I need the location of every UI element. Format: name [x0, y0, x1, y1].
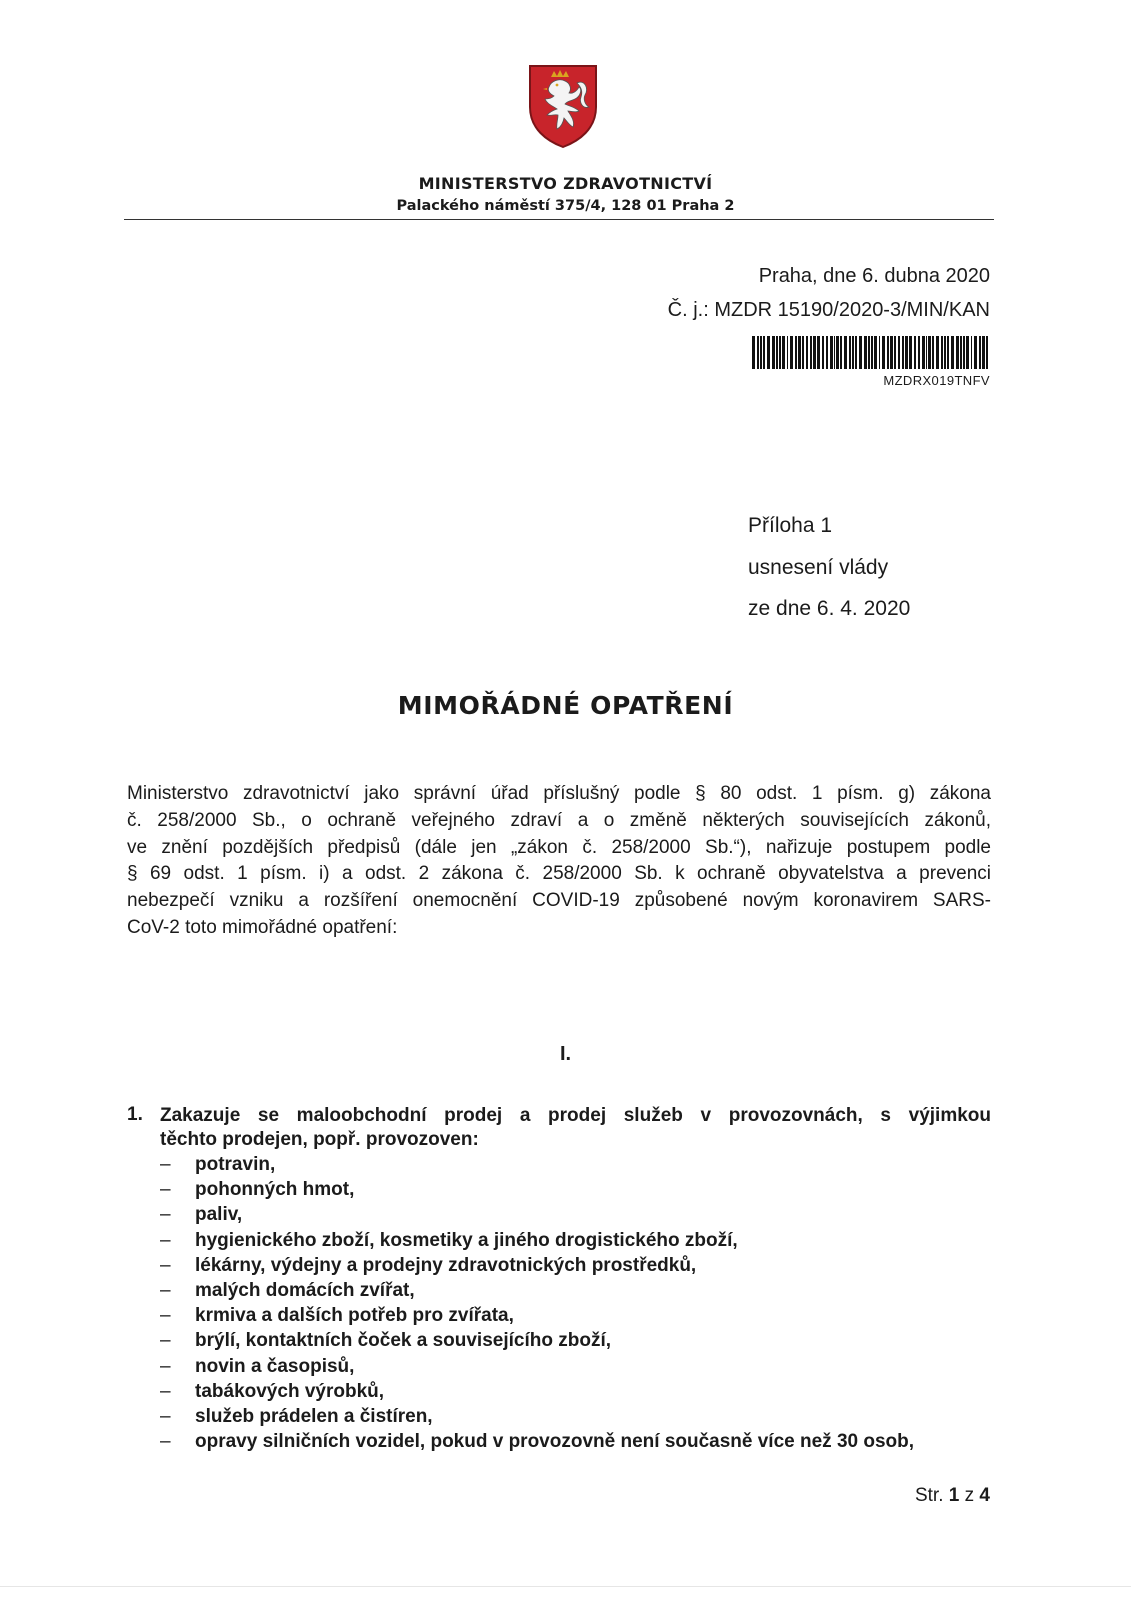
list-item: [160, 1278, 1000, 1303]
list-item-text: hygienického zboží, kosmetiky a jiného drogistického zboží,: [195, 1229, 738, 1251]
list-item: [160, 1202, 1000, 1227]
barcode-bar: [974, 336, 977, 369]
barcode-bar: [918, 336, 920, 369]
barcode-bar: [871, 336, 873, 369]
page-separator: z: [964, 1485, 975, 1506]
dash-bullet: –: [160, 1154, 171, 1175]
barcode-bar: [810, 336, 812, 369]
intro-line: ve znění pozdějších předpisů (dále jen „zákon č. 258/2000 Sb.“), nařizuje postupem podle: [127, 836, 991, 858]
intro-line: nebezpečí vzniku a rozšíření onemocnění COVID-19 způsobené novým koronavirem SARS-: [127, 890, 991, 912]
list-item: [160, 1429, 1000, 1454]
barcode-bar: [982, 336, 985, 369]
barcode-bar: [979, 336, 981, 369]
barcode-bar: [936, 336, 939, 369]
page-prefix: Str.: [914, 1485, 944, 1506]
barcode-bar: [909, 336, 912, 369]
dash-bullet: –: [160, 1254, 171, 1276]
annex-label: Příloha 1: [748, 514, 833, 537]
item-heading: [160, 1104, 991, 1152]
place-date: Praha, dne 6. dubna 2020: [758, 265, 990, 287]
list-item: [160, 1354, 1000, 1379]
document-title: MIMOŘÁDNÉ OPATŘENÍ: [397, 691, 734, 720]
intro-line: Ministerstvo zdravotnictví jako správní úřad příslušný podle § 80 odst. 1 písm. g) zákona: [127, 783, 991, 804]
dash-bullet: –: [160, 1380, 171, 1402]
barcode-bar: [902, 336, 904, 369]
ministry-name: MINISTERSTVO ZDRAVOTNICTVÍ: [418, 174, 713, 193]
barcode-code: MZDRX019TNFV: [883, 373, 990, 388]
current-page: 1: [948, 1485, 960, 1506]
barcode-bar: [763, 336, 765, 369]
barcode-bar: [798, 336, 801, 369]
barcode-bar: [874, 336, 877, 369]
barcode-bar: [951, 336, 954, 369]
list-item-text: novin a časopisů,: [195, 1355, 355, 1377]
intro-paragraph: [127, 781, 991, 942]
barcode-bar: [966, 336, 969, 369]
list-item-text: paliv,: [195, 1204, 243, 1226]
barcode-bar: [813, 336, 816, 369]
list-item-text: malých domácích zvířat,: [195, 1279, 415, 1301]
barcode-bar: [986, 336, 988, 369]
barcode-bar: [868, 336, 870, 369]
dash-bullet: –: [160, 1305, 171, 1327]
barcode-bar: [752, 336, 755, 369]
list-item-text: opravy silničních vozidel, pokud v provozovně není současně více než 30 osob,: [195, 1431, 915, 1453]
list-item: [160, 1379, 1000, 1404]
list-item-text: pohonných hmot,: [195, 1179, 355, 1201]
intro-line: CoV-2 toto mimořádné opatření:: [127, 916, 398, 938]
barcode-bar: [779, 336, 781, 369]
barcode-bar: [926, 336, 927, 369]
item-heading-line: těchto prodejen, popř. provozoven:: [160, 1129, 479, 1150]
barcode-bar: [787, 336, 788, 369]
dash-bullet: –: [160, 1330, 171, 1352]
barcode-bar: [928, 336, 931, 369]
barcode-bar: [760, 336, 762, 369]
page-number: [915, 1485, 990, 1507]
barcode-bar: [879, 336, 880, 369]
list-item-text: krmiva a dalších potřeb pro zvířata,: [195, 1305, 514, 1327]
barcode-bar: [852, 336, 854, 369]
dash-bullet: –: [160, 1229, 171, 1251]
barcode-bar: [944, 336, 946, 369]
barcode-bar: [905, 336, 908, 369]
barcode-bar: [844, 336, 847, 369]
barcode-bar: [898, 336, 900, 369]
list-item: [160, 1328, 1000, 1353]
czech-lion-crest-icon: [527, 63, 599, 149]
barcode-bar: [772, 336, 775, 369]
barcode-bar: [864, 336, 867, 369]
list-item: [160, 1228, 1000, 1253]
barcode-bar: [849, 336, 851, 369]
barcode-bar: [822, 336, 824, 369]
barcode-bar: [887, 336, 889, 369]
barcode-bar: [817, 336, 820, 369]
barcode-bar: [956, 336, 959, 369]
header-divider: [124, 219, 994, 220]
list-item-text: brýlí, kontaktních čoček a souvisejícího zboží,: [195, 1330, 612, 1352]
dash-bullet: –: [160, 1279, 171, 1301]
ministry-address: Palackého náměstí 375/4, 128 01 Praha 2: [396, 198, 735, 214]
total-pages: 4: [979, 1485, 990, 1506]
barcode-bar: [894, 336, 896, 369]
annex-resolution: usnesení vlády: [748, 556, 889, 579]
barcode-bar: [840, 336, 842, 369]
reference-number: Č. j.: MZDR 15190/2020-3/MIN/KAN: [667, 299, 990, 321]
dash-bullet: –: [160, 1204, 171, 1226]
barcode-bar: [790, 336, 793, 369]
barcode-bar: [882, 336, 885, 369]
barcode-bar: [914, 336, 916, 369]
list-item: [160, 1253, 1000, 1278]
barcode-bar: [826, 336, 828, 369]
barcode-bar: [836, 336, 839, 369]
barcode-bar: [947, 336, 949, 369]
barcode-bar: [806, 336, 808, 369]
barcode-bar: [782, 336, 785, 369]
intro-line: č. 258/2000 Sb., o ochraně veřejného zdraví a o změně některých souvisejících zákonů,: [127, 809, 991, 831]
barcode-bar: [971, 336, 972, 369]
dash-bullet: –: [160, 1405, 171, 1427]
item-heading-line: Zakazuje se maloobchodní prodej a prodej služeb v provozovnách, s výjimkou: [160, 1105, 991, 1126]
barcode-bar: [922, 336, 925, 369]
barcode-bar: [795, 336, 797, 369]
barcode-bar: [855, 336, 857, 369]
barcode-bar: [890, 336, 893, 369]
barcode-bar: [941, 336, 943, 369]
annex-date: ze dne 6. 4. 2020: [748, 597, 911, 620]
list-item: [160, 1177, 1000, 1202]
barcode-bar: [830, 336, 833, 369]
list-item-text: potravin,: [195, 1154, 276, 1175]
list-item-text: tabákových výrobků,: [195, 1380, 385, 1402]
section-numeral: I.: [559, 1043, 572, 1065]
list-item: [160, 1303, 1000, 1328]
barcode-bar: [834, 336, 835, 369]
barcode-bar: [802, 336, 804, 369]
list-item: [160, 1404, 1000, 1429]
barcode-icon: [752, 336, 990, 369]
barcode-bar: [776, 336, 778, 369]
barcode-bar: [963, 336, 965, 369]
barcode-bar: [932, 336, 934, 369]
list-item: [160, 1152, 1000, 1177]
barcode-bar: [960, 336, 962, 369]
dash-bullet: –: [160, 1179, 171, 1201]
barcode-bar: [767, 336, 770, 369]
barcode-bar: [757, 336, 759, 369]
scan-edge-line: [0, 1586, 1131, 1587]
dash-bullet: –: [160, 1431, 171, 1453]
dash-bullet: –: [160, 1355, 171, 1377]
exception-list: [160, 1152, 1000, 1454]
intro-line: § 69 odst. 1 písm. i) a odst. 2 zákona č. 258/2000 Sb. k ochraně obyvatelstva a prevenci: [127, 863, 991, 885]
barcode-bar: [859, 336, 862, 369]
list-item-text: lékárny, výdejny a prodejny zdravotnických prostředků,: [195, 1254, 697, 1276]
list-item-text: služeb prádelen a čistíren,: [195, 1405, 433, 1427]
item-number: 1.: [127, 1104, 143, 1125]
